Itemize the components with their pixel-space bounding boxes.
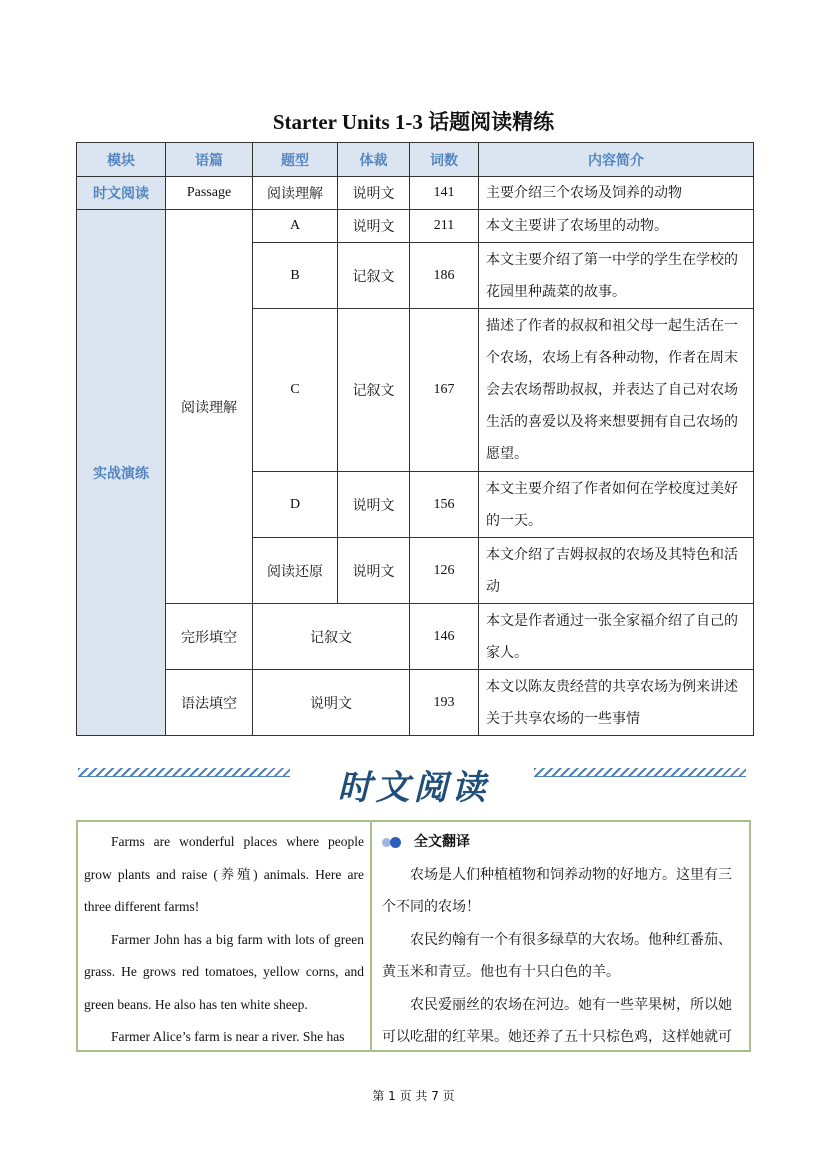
translation-heading [382, 826, 743, 859]
type-cell: C [253, 309, 338, 472]
header-cell: 题型 [253, 143, 338, 177]
genre-cell: 说明文 [338, 472, 410, 538]
header-cell: 词数 [410, 143, 479, 177]
words-cell: 193 [410, 670, 479, 736]
section-banner-title: 时文阅读 [337, 768, 490, 808]
words-cell: 211 [410, 210, 479, 243]
desc-cell: 本文主要介绍了第一中学的学生在学校的花园里种蔬菜的故事。 [479, 243, 754, 309]
desc-cell: 本文主要介绍了作者如何在学校度过美好的一天。 [479, 472, 754, 538]
module-cell: 实战演练 [77, 210, 166, 736]
genre-cell: 说明文 [338, 177, 410, 210]
module-cell: 时文阅读 [77, 177, 166, 210]
english-passage [78, 822, 372, 1050]
chinese-paragraph: 农场是人们种植植物和饲养动物的好地方。这里有三个不同的农场！ [382, 866, 732, 915]
chinese-translation [374, 822, 749, 1050]
reading-box [76, 820, 751, 1052]
desc-cell: 本文是作者通过一张全家福介绍了自己的家人。 [479, 604, 754, 670]
table-header-row [77, 143, 754, 177]
desc-cell: 主要介绍三个农场及饲养的动物 [479, 177, 754, 210]
header-cell: 模块 [77, 143, 166, 177]
english-paragraph: Farmer John has a big farm with lots of green grass. He grows red tomatoes, yellow corns, and green beans. He also has ten white sheep. [84, 931, 364, 1012]
table-row [77, 604, 754, 670]
translation-heading-label: 全文翻译 [414, 834, 470, 850]
words-cell: 156 [410, 472, 479, 538]
type-cell: D [253, 472, 338, 538]
passage-cell: 语法填空 [166, 670, 253, 736]
genre-cell: 说明文 [253, 670, 410, 736]
english-paragraph: Farms are wonderful places where people grow plants and raise (养殖) animals. Here are three different farms! [84, 834, 364, 914]
table-row [77, 670, 754, 736]
header-cell: 内容简介 [479, 143, 754, 177]
english-paragraph: Farmer Alice’s farm is near a river. She has [111, 1029, 345, 1044]
table-row [77, 177, 754, 210]
passage-cell: 完形填空 [166, 604, 253, 670]
header-cell: 体裁 [338, 143, 410, 177]
genre-cell: 记叙文 [253, 604, 410, 670]
type-cell: A [253, 210, 338, 243]
overview-table [76, 142, 754, 736]
chinese-paragraph: 农民爱丽丝的农场在河边。她有一些苹果树，所以她可以吃甜的红苹果。她还养了五十只棕色鸡，这样她就可 [382, 996, 732, 1045]
type-cell: B [253, 243, 338, 309]
genre-cell: 记叙文 [338, 309, 410, 472]
desc-cell: 本文主要讲了农场里的动物。 [479, 210, 754, 243]
words-cell: 141 [410, 177, 479, 210]
type-cell: 阅读理解 [253, 177, 338, 210]
table-row [77, 210, 754, 243]
page-title: Starter Units 1-3 话题阅读精练 [272, 110, 555, 134]
passage-cell: Passage [166, 177, 253, 210]
genre-cell: 说明文 [338, 538, 410, 604]
chinese-paragraph: 农民约翰有一个有很多绿草的大农场。他种红番茄、黄玉米和青豆。他也有十只白色的羊。 [382, 931, 732, 980]
header-cell: 语篇 [166, 143, 253, 177]
words-cell: 146 [410, 604, 479, 670]
desc-cell: 本文介绍了吉姆叔叔的农场及其特色和活动 [479, 538, 754, 604]
desc-cell: 本文以陈友贵经营的共享农场为例来讲述关于共享农场的一些事情 [479, 670, 754, 736]
type-cell: 阅读还原 [253, 538, 338, 604]
bullet-dots-icon [382, 837, 404, 847]
desc-cell: 描述了作者的叔叔和祖父母一起生活在一个农场，农场上有各种动物，作者在周末会去农场帮助叔叔，并表达了自己对农场生活的喜爱以及将来想要拥有自己农场的愿望。 [479, 309, 754, 472]
words-cell: 186 [410, 243, 479, 309]
passage-cell: 阅读理解 [166, 210, 253, 604]
genre-cell: 记叙文 [338, 243, 410, 309]
genre-cell: 说明文 [338, 210, 410, 243]
words-cell: 167 [410, 309, 479, 472]
words-cell: 126 [410, 538, 479, 604]
page-footer: 第 1 页 共 7 页 [372, 1089, 455, 1103]
